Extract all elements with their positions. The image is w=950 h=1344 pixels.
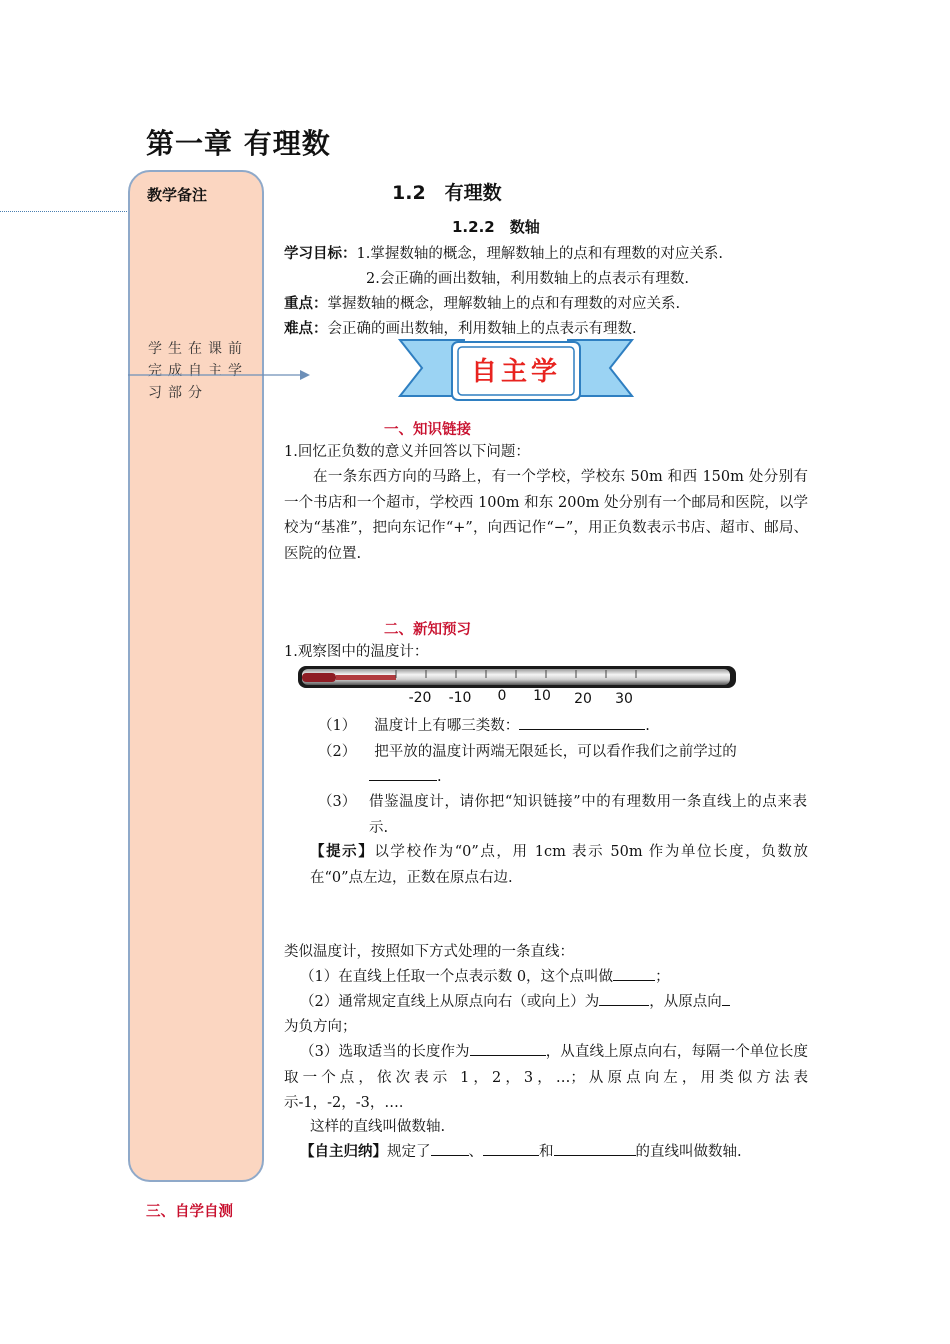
conclusion: 这样的直线叫做数轴. <box>310 1119 446 1135</box>
summary-text: 规定了 <box>387 1144 431 1160</box>
item-1 <box>318 714 650 739</box>
part1-question: 1.回忆正负数的意义并回答以下问题： <box>284 444 530 460</box>
arrow-right-icon <box>128 368 313 382</box>
key-point-text: 掌握数轴的概念，理解数轴上的点和有理数的对应关系. <box>327 296 681 312</box>
step-2 <box>300 990 730 1015</box>
tick-label: 20 <box>574 691 592 706</box>
difficulty-label: 难点： <box>284 321 328 337</box>
step-3-text: （3）选取适当的长度作为 <box>300 1044 470 1060</box>
teaching-notes-sidebar <box>128 170 264 1182</box>
item-3-text: 借鉴温度计，请你把“知识链接”中的有理数用一条直线上的点来表示. <box>369 794 807 836</box>
step-2-cont: 为负方向； <box>284 1019 357 1035</box>
summary-sep: 和 <box>539 1144 554 1160</box>
banner-text: 自主学 <box>470 357 562 387</box>
difficulty-text: 会正确的画出数轴，利用数轴上的点表示有理数. <box>327 321 637 337</box>
item-1-tail: . <box>645 718 650 734</box>
part1-paragraph: 在一条东西方向的马路上，有一个学校，学校东 50m 和西 150m 处分别有一个书店和一个超市，学校西 100m 和东 200m 处分别有一个邮局和医院，以学校为“基准”，把向东记作“+”，向西记作“−”，用正负数表示书店、超市、邮局、医院的位置. <box>284 469 808 562</box>
learning-goals <box>284 242 723 267</box>
answer-blank[interactable] <box>554 1155 636 1156</box>
item-2-text: 把平放的温度计两端无限延长，可以看作我们之前学过的 <box>374 744 737 760</box>
summary <box>300 1140 742 1165</box>
tick-label: 10 <box>533 688 551 704</box>
goals-label: 学习目标： <box>284 246 357 262</box>
part1-heading: 一、知识链接 <box>384 422 471 438</box>
section-title: 1.2 有理数 <box>392 182 502 204</box>
answer-blank[interactable] <box>722 1005 730 1006</box>
part3-heading: 三、自学自测 <box>146 1204 233 1220</box>
answer-blank[interactable] <box>470 1055 546 1056</box>
thermometer-image <box>296 664 740 706</box>
key-point <box>284 292 680 317</box>
item-1-text: 温度计上有哪三类数： <box>374 718 520 734</box>
answer-blank[interactable] <box>369 780 437 781</box>
subsection-title: 1.2.2 数轴 <box>452 218 540 236</box>
item-2-cont <box>369 765 442 790</box>
item-2-num: （2） <box>318 744 357 760</box>
summary-sep: 、 <box>468 1144 483 1160</box>
answer-blank[interactable] <box>519 729 645 730</box>
step-1-tail: ； <box>655 969 670 985</box>
summary-label: 【自主归纳】 <box>300 1144 387 1160</box>
answer-blank[interactable] <box>613 980 655 981</box>
self-study-banner <box>398 338 634 406</box>
tick-label: 30 <box>615 691 633 706</box>
axis-intro: 类似温度计，按照如下方式处理的一条直线： <box>284 944 574 960</box>
tick-label: -10 <box>448 690 472 706</box>
goal-2: 2.会正确的画出数轴，利用数轴上的点表示有理数. <box>366 271 689 287</box>
chapter-title: 第一章 有理数 <box>146 127 331 160</box>
hint <box>310 840 808 891</box>
step-1-text: （1）在直线上任取一个点表示数 0，这个点叫做 <box>300 969 614 985</box>
part2-heading: 二、新知预习 <box>384 622 471 638</box>
hint-text: 以学校作为“0”点，用 1cm 表示 50m 作为单位长度，负数放在“0”点左边，正数在原点右边. <box>310 844 808 886</box>
item-2-tail: . <box>437 769 442 785</box>
goal-1: 1.掌握数轴的概念，理解数轴上的点和有理数的对应关系. <box>356 246 723 262</box>
answer-blank[interactable] <box>599 1005 649 1006</box>
item-3-num: （3） <box>318 794 357 810</box>
item-2 <box>318 740 737 765</box>
part2-question: 1.观察图中的温度计： <box>284 644 429 660</box>
summary-tail: 的直线叫做数轴. <box>635 1144 742 1160</box>
key-point-label: 重点： <box>284 296 328 312</box>
hint-label: 【提示】 <box>310 844 375 860</box>
step-1 <box>300 965 670 990</box>
step-2-text-b: ，从原点向 <box>649 994 722 1010</box>
sidebar-note: 学生在课前完成自主学习部分 <box>148 341 248 401</box>
tick-label: -20 <box>408 690 432 706</box>
tick-label: 0 <box>497 688 507 704</box>
sidebar-title: 教学备注 <box>147 186 208 204</box>
answer-blank[interactable] <box>431 1155 469 1156</box>
item-1-num: （1） <box>318 718 357 734</box>
step-3-text-b: ，从直线上原点向右，每隔一个单位长度取一个点，依次表示 1，2，3，…；从原点向左，用类似方法表示-1，-2，-3，…． <box>284 1044 808 1111</box>
step-2-text: （2）通常规定直线上从原点向右（或向上）为 <box>300 994 600 1010</box>
step-3 <box>284 1040 808 1117</box>
answer-blank[interactable] <box>483 1155 539 1156</box>
